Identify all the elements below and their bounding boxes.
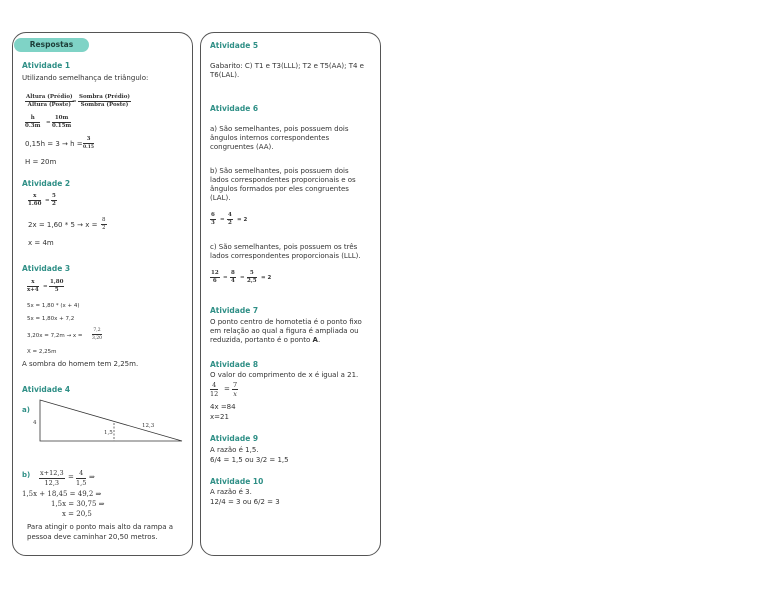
activity-8-title: Atividade 8 [210, 360, 259, 369]
activity-3-result: X = 2,25m [27, 349, 57, 355]
fraction-5-over-25: 5 2,5 [247, 270, 257, 284]
activity-7-answer [210, 318, 372, 345]
fraction-6-over-3: 6 3 [211, 212, 215, 226]
activity-8-line-1: O valor do comprimento de x é igual a 21. [210, 371, 359, 379]
activity-6c-answer: c) São semelhantes, pois possuem os três lados correspondentes proporcionais (LLL). [210, 243, 361, 260]
activity-4-conclusion-2: pessoa deve caminhar 20,50 metros. [27, 533, 158, 541]
fraction-4-over-15: 4 1,5 [76, 469, 87, 487]
activity-9-line-1: A razão é 1,5. [210, 446, 259, 454]
activity-8-line-4: x=21 [210, 413, 229, 421]
fraction-12-over-6: 12 6 [211, 270, 219, 284]
activity-1-line-3: 0,15h = 3 → h = [25, 140, 83, 148]
fraction-4-over-2: 4 2 [228, 212, 232, 226]
activity-4b-line-3: 1,5x = 30,75 ⇒ [51, 500, 105, 508]
homothety-point: A [312, 336, 318, 344]
equals-sign: = [72, 99, 77, 105]
fraction-height-ratio: Altura (Prédio) Altura (Poste) [26, 94, 73, 108]
equals-sign: = [224, 385, 230, 393]
activity-2-result: x = 4m [28, 239, 54, 247]
activity-3-line-3: 5x = 1,80x + 7,2 [27, 316, 75, 322]
fraction-72-over-320: 7,2 3,20 [92, 328, 103, 341]
fraction-5-over-2: 5 2 [52, 193, 56, 207]
fraction-x-over-x4: x x+4 [27, 279, 39, 293]
activity-4-conclusion-1: Para atingir o ponto mais alto da rampa a [27, 523, 174, 531]
equals-sign: = [46, 120, 51, 126]
activity-4b-line-2: 1,5x + 18,45 = 49,2 ⇒ [22, 490, 102, 498]
fraction-x-over-160: x 1.60 [28, 193, 42, 207]
activity-8-line-3: 4x =84 [210, 403, 236, 411]
activity-10-title: Atividade 10 [210, 477, 264, 486]
activity-3-title: Atividade 3 [22, 264, 71, 273]
activity-1-title: Atividade 1 [22, 61, 71, 70]
activity-2-line-2: 2x = 1,60 * 5 → x = [28, 221, 98, 229]
activity-7-title: Atividade 7 [210, 306, 259, 315]
equals-sign: = [45, 198, 50, 204]
activity-2-title: Atividade 2 [22, 179, 71, 188]
ratio-result: = 2 [237, 217, 248, 223]
fraction-3-over-015: 3 0.15 [83, 136, 94, 150]
activity-5-title: Atividade 5 [210, 41, 259, 50]
activity-1-intro: Utilizando semelhança de triângulo: [22, 74, 149, 82]
item-b-label: b) [22, 471, 31, 479]
activity-9-title: Atividade 9 [210, 434, 259, 443]
activity-4-title: Atividade 4 [22, 385, 71, 394]
fraction-x123-over-123: x+12,3 12,3 [40, 469, 64, 487]
answers-badge: Respostas [14, 38, 89, 52]
period: . [317, 336, 321, 344]
fraction-shadow-ratio: Sombra (Prédio) Sombra (Poste) [79, 94, 131, 108]
ratio-result: = 2 [261, 275, 272, 281]
activity-1-result: H = 20m [25, 158, 57, 166]
activity-9-line-2: 6/4 = 1,5 ou 3/2 = 1,5 [210, 456, 289, 464]
fraction-7-over-x: 7 x [233, 381, 238, 398]
fraction-h-over-pole: h 0.3m [25, 115, 41, 129]
equals-sign: = [223, 275, 228, 281]
item-a-label: a) [22, 406, 30, 414]
activity-10-line-2: 12/4 = 3 ou 6/2 = 3 [210, 498, 280, 506]
activity-7-text: O ponto centro de homotetia é o ponto fixo em relação ao qual a figura é ampliada ou reduzida, portanto é o ponto [210, 318, 362, 344]
activity-5-answer: Gabarito: C) T1 e T3(LLL); T2 e T5(AA); T4 e T6(LAL). [210, 62, 364, 79]
implies-arrow: ⇒ [89, 473, 95, 481]
activity-3-line-4: 3,20x = 7,2m → x = [27, 333, 83, 339]
fraction-8-over-4: 8 4 [231, 270, 235, 284]
fraction-8-over-2: 8 2 [102, 217, 106, 231]
activity-6a-answer: a) São semelhantes, pois possuem dois ângulos internos correspondentes congruentes (AA). [210, 125, 349, 151]
fraction-shadows: 10m 0.15m [52, 115, 72, 129]
activity-3-conclusion: A sombra do homem tem 2,25m. [22, 360, 139, 368]
hypotenuse-label: 12,3 [142, 423, 155, 429]
activity-6b-answer: b) São semelhantes, pois possuem dois lados correspondentes proporcionais e os ângulos formados por eles congruentes (LAL). [210, 167, 356, 202]
fraction-4-over-12: 4 12 [210, 381, 219, 398]
activity-3-line-2: 5x = 1,80 * (x + 4) [27, 303, 80, 309]
activity-6-title: Atividade 6 [210, 104, 259, 113]
equals-sign: = [43, 284, 48, 290]
equals-sign: = [220, 217, 225, 223]
fraction-180-over-5: 1,80 5 [50, 279, 64, 293]
left-side-label: 4 [33, 420, 37, 426]
equals-sign: = [68, 473, 74, 481]
activity-10-line-1: A razão é 3. [210, 488, 252, 496]
activity-4b-line-4: x = 20,5 [62, 510, 92, 518]
equals-sign: = [240, 275, 245, 281]
inner-height-label: 1,5 [104, 430, 113, 436]
